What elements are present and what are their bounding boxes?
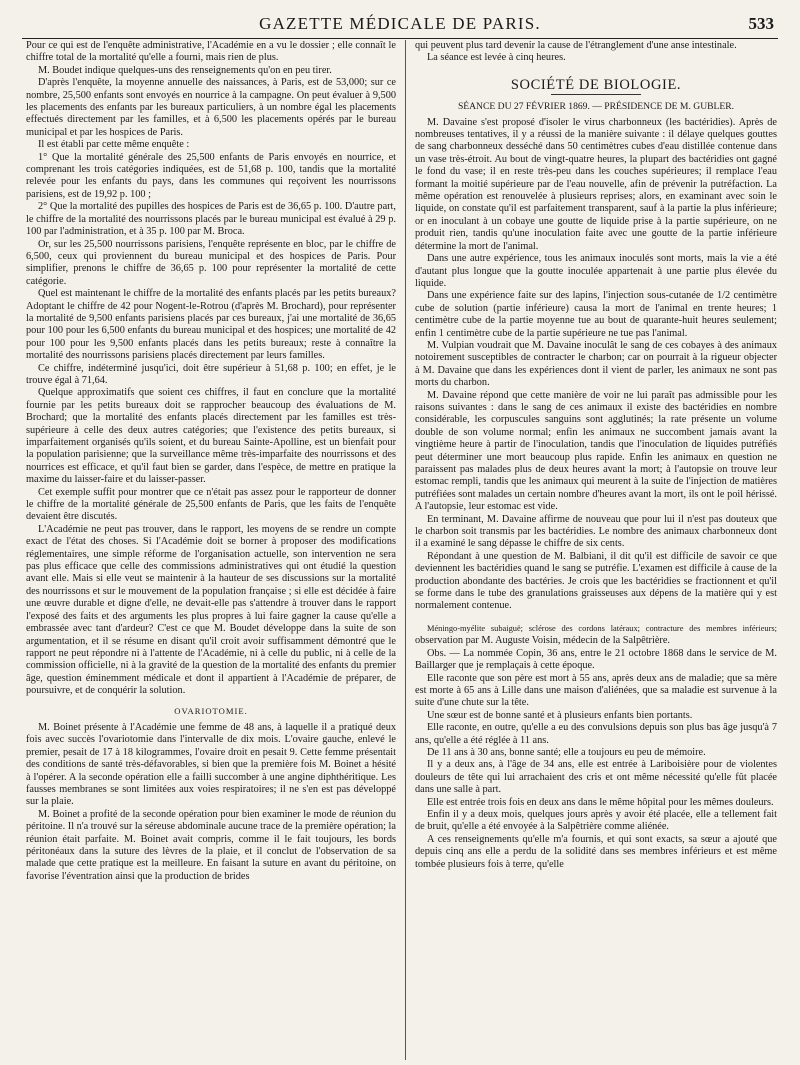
case-heading-label: Méningo-myélite subaiguë; sclérose des cordons latéraux; contracture des membres inférieurs; (427, 623, 777, 633)
paragraph: M. Davaine s'est proposé d'isoler le virus charbonneux (les bactéridies). Après de nombreuses tentatives, il y a réussi de la manière suivante : il délaye quelques gouttes de sang charbonneux desséché dans 50 centimètres cubes d'eau distillée contenue dans un vase très-étroit. Au bout de vingt-quatre heures, la plupart des bactéridies ont gagné le fond du vase; il en reste très-peu dans les couches supérieures; il remplace l'eau formant la moitié supérieure par de l'eau nouvelle, afin de prévenir la putréfaction. La même opération est renouvelée à plusieurs reprises; alors, en examinant avec soin le liquide, on constate qu'il est parfaitement transparent, sauf à la partie la plus inférieure; or en inoculant à un cobaye une goutte de liquide prise à la partie supérieure, on ne produit rien, tandis qu'une inoculation faite avec une goutte de la partie inférieure détermine la mort de l'animal. (415, 116, 777, 252)
paragraph: M. Boinet présente à l'Académie une femme de 48 ans, à laquelle il a pratiqué deux fois avec succès l'ovariotomie dans l'intervalle de dix mois. L'ovaire gauche, enlevé le premier, pesait de 17 à 18 kilogrammes, l'ovaire droit en pesait 9. Cette femme présentait des conditions de santé très-défavorables, si bien que la première fois M. Boinet a hésité à l'opérer. A la seconde opération elle a failli succomber à une angine diphthéritique. Les fausses membranes se sont limitées aux voies respiratoires; il ne s'en est pas développé sur la plaie. (26, 721, 396, 808)
paragraph: Il est établi par cette même enquête : (38, 139, 190, 151)
paragraph: M. Davaine répond que cette manière de voir ne lui paraît pas admissible pour les raisons suivantes : dans le sang de ces animaux il existe des bactéridies en nombre considérable, les corpuscules sanguins sont agglutinés; la rate présente un volume double de son volume normal; enfin les animaux ne succombent jamais avant la vingtième heure à partir de l'inoculation, tandis que l'inoculation de liquides putréfiés peut déterminer une mort beaucoup plus rapide. Enfin les animaux en question ne paraissent pas malades plus de deux heures avant la mort; à l'autopsie on trouve leur estomac rempli, tandis que les animaux qui meurent à la suite de l'injection de matières putréfiées sont malades un certain nombre d'heures avant la mort, ils ont le poil hérissé. A l'autopsie, leur estomac est vide. (415, 389, 777, 513)
paragraph: L'Académie ne peut pas trouver, dans le rapport, les moyens de se rendre un compte exact de l'état des choses. Si l'Académie doit se borner à proposer des modifications réglementaires, une simple réforme de l'organisation actuelle, son intervention ne sera pas plus efficace que celle des commissions administratives qui ont étudié la question avant elle. Mais si elle veut se maintenir à la hauteur de ses discussions sur la mortalité des nourrissons et sur le mouvement de la population française ; si elle est décidée à faire une œuvre durable et digne d'elle, ne devait-elle pas s'attendre à trouver dans le rapport l'exposé des faits et des arguments les plus propres à lui faire gagner la cause qu'elle a embrassée avec tant d'ardeur? C'est ce que M. Boudet développe dans la suite de son argumentation, et il se résume en disant qu'il croit avoir suffisamment démontré que le rapport ne peut répondre ni à l'attente de l'Académie, ni à celle du public, ni à celle de la commission officielle, ni à la gravité de la question de la mortalité des enfants du premier âge, question éminemment médicale et dont il appartient à l'Académie de préparer, de poursuivre, et de conquérir la solution. (26, 523, 396, 697)
paragraph: Répondant à une question de M. Balbiani, il dit qu'il est difficile de savoir ce que deviennent les bactéridies quand le sang se putréfie. L'examen est difficile à cause de la production abondante des bactéries. Je crois que les bactéridies se fractionnent et qu'il se forme dans le tube des granulations graisseuses aux dépens de la matière qui y est normalement contenue. (415, 550, 777, 612)
paragraph: A ces renseignements qu'elle m'a fournis, et qui sont exacts, sa sœur a ajouté que depuis cinq ans elle a perdu de la solidité dans ses membres inférieurs et est même tombée plusieurs fois à terre, qu'elle (415, 833, 777, 870)
paragraph: qui peuvent plus tard devenir la cause de l'étranglement d'une anse intestinale. (415, 40, 737, 51)
paragraph: Quelque approximatifs que soient ces chiffres, il faut en conclure que la mortalité fournie par les petits bureaux doit se rapprocher beaucoup des évaluations de M. Brochard; que la mortalité des enfants placés directement par les familles est très-supérieure à celle des deux autres catégories; que l'existence des petits bureaux, si imparfaitement organisés qu'ils soient, et du bureau Sainte-Apolline, est un bienfait pour la population parisienne; que la surveillance même très-imparfaite des nourrissons et des nourrices est efficace, et qu'il faut bien se garder, dans l'espèce, de mettre en pratique la maxime du laisser-faire et du laisser-passer. (26, 387, 396, 486)
paragraph: La séance est levée à cinq heures. (427, 52, 566, 64)
section-title-ovariotomie: OVARIOTOMIE. (174, 705, 248, 716)
paragraph: Quel est maintenant le chiffre de la mortalité des enfants placés par les petits bureaux? Adoptant le chiffre de 42 pour Nogent-le-Rotrou (d'après M. Brochard), pour représenter la mortalité de 9,500 enfants parisiens placés par ces bureaux, j'ai une mortalité de 36,65 pour 100 pour les 6,500 enfants du bureau municipal et des hospices; une mortalité de 42 pour 100 pour les 9,500 enfants placés dans les petits bureaux; reste à connaître la mortalité des nourrissons parisiens placés directement par leurs familles. (26, 288, 396, 362)
case-heading-rest: observation par M. Auguste Voisin, médecin de la Salpêtrière. (415, 635, 670, 647)
paragraph: 2° Que la mortalité des pupilles des hospices de Paris est de 36,65 p. 100. D'autre part, le chiffre de la mortalité des nourrissons placés par le bureau municipal est évalué à 29 p. 100 par l'administration, et à 35 p. 100 par M. Broca. (26, 201, 396, 238)
paragraph: Elle raconte que son père est mort à 55 ans, après deux ans de maladie; que sa mère est morte à 65 ans à Lille dans une maison d'aliénées, que sa maladie est survenue à la suite d'une chute sur la tête. (415, 672, 777, 709)
paragraph: M. Boinet a profité de la seconde opération pour bien examiner le mode de réunion du péritoine. Il n'a trouvé sur la séreuse abdominale aucune trace de la première opération; la réunion était parfaite. M. Boinet avait compris, comme il le fait toujours, les bords péritonéaux dans la suture des lèvres de la plaie, et il conclut de l'observation de sa malade que cette pratique est la meilleure. En faisant la suture en avant du péritoine, on favorise l'éventration ainsi que la production de brides (26, 808, 396, 882)
seance-line: SÉANCE DU 27 FÉVRIER 1869. — PRÉSIDENCE DE M. GUBLER. (457, 101, 735, 113)
paragraph: Enfin il y a deux mois, quelques jours après y avoir été placée, elle a tellement fait de bruit, qu'elle a été envoyée à la Salpêtrière comme aliénée. (415, 808, 777, 833)
column-divider (405, 40, 406, 1060)
left-column (26, 40, 396, 1060)
paragraph: D'après l'enquête, la moyenne annuelle des naissances, à Paris, est de 53,000; sur ce nombre, 25,500 enfants sont envoyés en nourrice à la campagne. On peut évaluer à 9,500 les placements des enfants par les bureaux particuliers, à un nombre égal les placements effectués directement par les familles, et à 6,500 les placements opérés par le bureau municipal et par les hospices de Paris. (26, 77, 396, 138)
page-header (22, 12, 778, 39)
paragraph: En terminant, M. Davaine affirme de nouveau que pour lui il n'est pas douteux que le charbon soit transmis par les bactéridies. Le nombre des animaux charbonneux dont il a examiné le sang dépasse le chiffre de six cents. (415, 513, 777, 550)
paragraph: M. Boudet indique quelques-uns des renseignements qu'on en peu tirer. (38, 64, 332, 76)
paragraph: De 11 ans à 30 ans, bonne santé; elle a toujours eu peu de mémoire. (427, 746, 706, 758)
case-heading (415, 623, 777, 648)
paragraph: Pour ce qui est de l'enquête administrative, l'Académie en a vu le dossier ; elle connaît le chiffre total de la mortalité qu'elle a fourni, mais rien de plus. (26, 40, 396, 64)
paragraph: Ce chiffre, indéterminé jusqu'ici, doit être supérieur à 51,68 p. 100; en effet, je le trouve égal à 71,64. (26, 362, 396, 386)
paragraph: Elle raconte, en outre, qu'elle a eu des convulsions depuis son plus bas âge jusqu'à 7 ans, qu'elle a été réglée à 11 ans. (415, 722, 777, 746)
paragraph: Dans une autre expérience, tous les animaux inoculés sont morts, mais la vie a été d'autant plus longue que la goutte inoculée appartenait à une partie plus élevée du liquide. (415, 253, 777, 289)
paragraph: Il y a deux ans, à l'âge de 34 ans, elle est entrée à Lariboisière pour de violentes douleurs de tête qui lui arrachaient des cris et ont même nécessité qu'elle fût placée dans une salle à part. (415, 759, 777, 796)
paragraph: Elle est entrée trois fois en deux ans dans le même hôpital pour les mêmes douleurs. (427, 796, 774, 808)
paragraph: Cet exemple suffit pour montrer que ce n'était pas assez pour le rapporteur de donner le chiffre de la mortalité générale de 25,500 enfants de Paris, que les faits de l'enquête devaient être discutés. (26, 486, 396, 523)
page-number: 533 (748, 14, 774, 33)
society-title: SOCIÉTÉ DE BIOLOGIE. (510, 76, 682, 93)
paragraph: 1° Que la mortalité générale des 25,500 enfants de Paris envoyés en nourrice, et comprenant les trois catégories indiquées, est de 51,68 p. 100, tandis que la mortalité relevée pour les enfants du pays, dans les communes qui reçoivent les nourrissons parisiens, est de 19,92 p. 100 ; (26, 151, 396, 200)
paragraph: M. Vulpian voudrait que M. Davaine inoculât le sang de ces cobayes à des animaux notoirement susceptibles de contracter le charbon; car on pourrait à la rigueur objecter à M. Davaine que dans les expériences dont il vient de parler, les animaux ne sont pas morts du charbon. (415, 339, 777, 389)
paragraph: Dans une expérience faite sur des lapins, l'injection sous-cutanée de 1/2 centimètre cube de solution (partie inférieure) causa la mort de l'animal en trente heures; 1 centimètre cube de la partie moyenne tue au bout de quarante-huit heures seulement; enfin 1 centimètre cube de la partie supérieure ne tue pas l'animal. (415, 290, 777, 339)
paragraph: Une sœur est de bonne santé et à plusieurs enfants bien portants. (427, 709, 693, 721)
right-column (415, 40, 777, 1060)
paragraph: Or, sur les 25,500 nourrissons parisiens, l'enquête représente en bloc, par le chiffre de 6,500, ceux qui proviennent du bureau municipal et des hospices de Paris. Pour simplifier, prenons le chiffre de 36,65 p. 100 pour représenter la mortalité de cette catégorie. (26, 238, 396, 287)
paragraph: Obs. — La nommée Copin, 36 ans, entre le 21 octobre 1868 dans le service de M. Baillarger que je remplaçais à cette époque. (415, 647, 777, 672)
journal-title: GAZETTE MÉDICALE DE PARIS. (259, 14, 541, 33)
title-rule (551, 94, 641, 95)
